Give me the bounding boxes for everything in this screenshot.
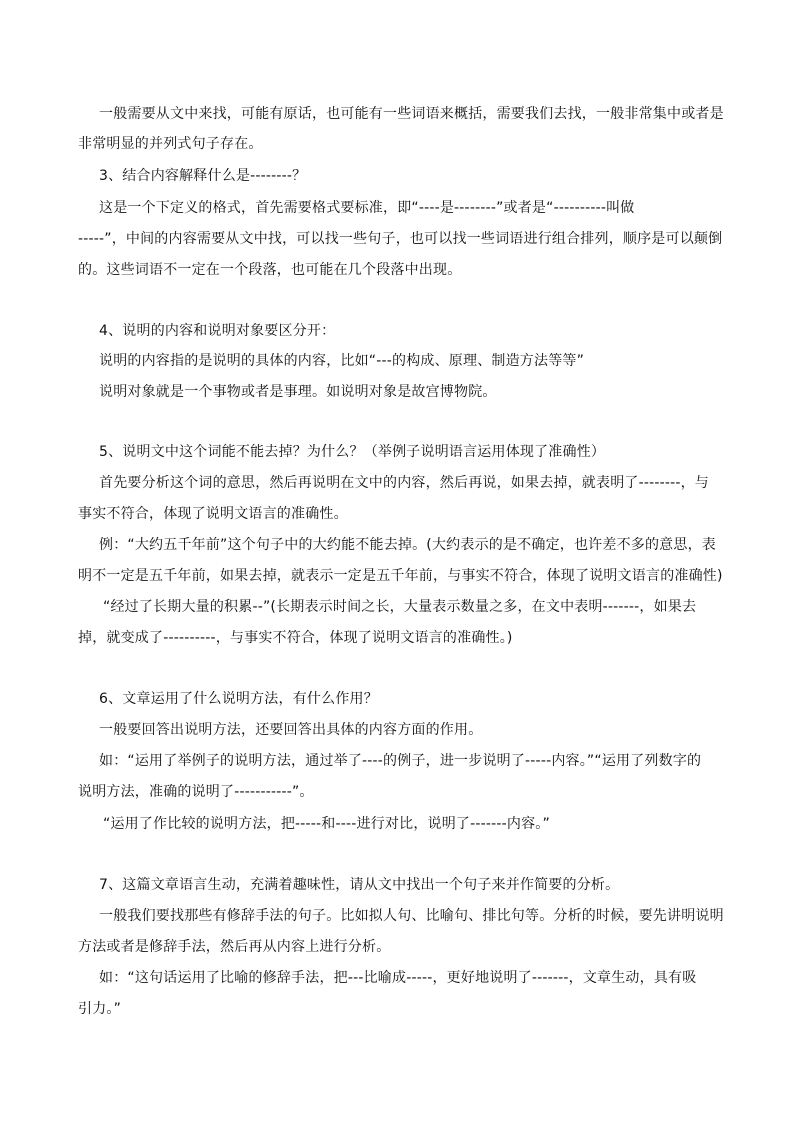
section-5-example-1a: 例：“大约五千年前”这个句子中的大约能不能去掉。(大约表示的是不确定，也许差不多的意思，表 — [99, 537, 716, 553]
section-3-line-2: -----”，中间的内容需要从文中找，可以找一些句子，也可以找一些词语进行组合排列，顺序是可以颠倒 — [78, 231, 723, 247]
section-7-example-a: 如：“这句话运用了比喻的修辞手法，把---比喻成-----，更好地说明了-------，文章生动，具有吸 — [99, 970, 697, 986]
section-5-line-2: 事实不符合，体现了说明文语言的准确性。 — [78, 506, 348, 522]
section-6-heading: 6、文章运用了什么说明方法，有什么作用？ — [99, 691, 378, 707]
section-7-example-b: 引力。” — [78, 1001, 122, 1017]
section-7-line-2: 方法或者是修辞手法，然后再从内容上进行分析。 — [78, 939, 391, 955]
section-5-example-2a: “经过了长期大量的积累--”(长期表示时间之长，大量表示数量之多，在文中表明-------，如果去 — [103, 599, 697, 615]
section-3-line-1: 这是一个下定义的格式，首先需要格式要标准，即“----是--------”或者是“----------叫做 — [99, 200, 635, 216]
section-4-line-2: 说明对象就是一个事物或者是事理。如说明对象是故宫博物院。 — [99, 384, 497, 400]
section-7-line-1: 一般我们要找那些有修辞手法的句子。比如拟人句、比喻句、排比句等。分析的时候，要先讲明说明 — [99, 908, 724, 924]
section-6-example-1b: 说明方法，准确的说明了-----------”。 — [78, 784, 314, 800]
section-3-heading: 3、结合内容解释什么是--------？ — [99, 168, 307, 184]
section-6-example-1a: 如：“运用了举例子的说明方法，通过举了----的例子，进一步说明了-----内容。”“运用了列数字的 — [99, 753, 702, 769]
section-6-example-2: “运用了作比较的说明方法，把-----和----进行对比，说明了-------内容。” — [103, 816, 550, 832]
section-5-example-1b: 明不一定是五千年前，如果去掉，就表示一定是五千年前，与事实不符合，体现了说明文语言的准确性) — [78, 568, 723, 584]
paragraph-intro-line-1: 一般需要从文中来找，可能有原话，也可能有一些词语来概括，需要我们去找，一般非常集中或者是 — [99, 106, 724, 122]
section-5-heading: 5、说明文中这个词能不能去掉？为什么？（举例子说明语言运用体现了准确性） — [99, 444, 606, 460]
section-4-line-1: 说明的内容指的是说明的具体的内容，比如“---的构成、原理、制造方法等等” — [99, 353, 585, 369]
section-7-heading: 7、这篇文章语言生动，充满着趣味性，请从文中找出一个句子来并作简要的分析。 — [99, 877, 620, 893]
section-5-line-1: 首先要分析这个词的意思，然后再说明在文中的内容，然后再说，如果去掉，就表明了--------，与 — [99, 475, 710, 491]
paragraph-intro-line-2: 非常明显的并列式句子存在。 — [78, 136, 263, 152]
section-3-line-3: 的。这些词语不一定在一个段落，也可能在几个段落中出现。 — [78, 262, 462, 278]
section-4-heading: 4、说明的内容和说明对象要区分开： — [99, 323, 336, 339]
section-6-line-1: 一般要回答出说明方法，还要回答出具体的内容方面的作用。 — [99, 722, 483, 738]
section-5-example-2b: 掉，就变成了----------，与事实不符合，体现了说明文语言的准确性。) — [78, 630, 513, 646]
